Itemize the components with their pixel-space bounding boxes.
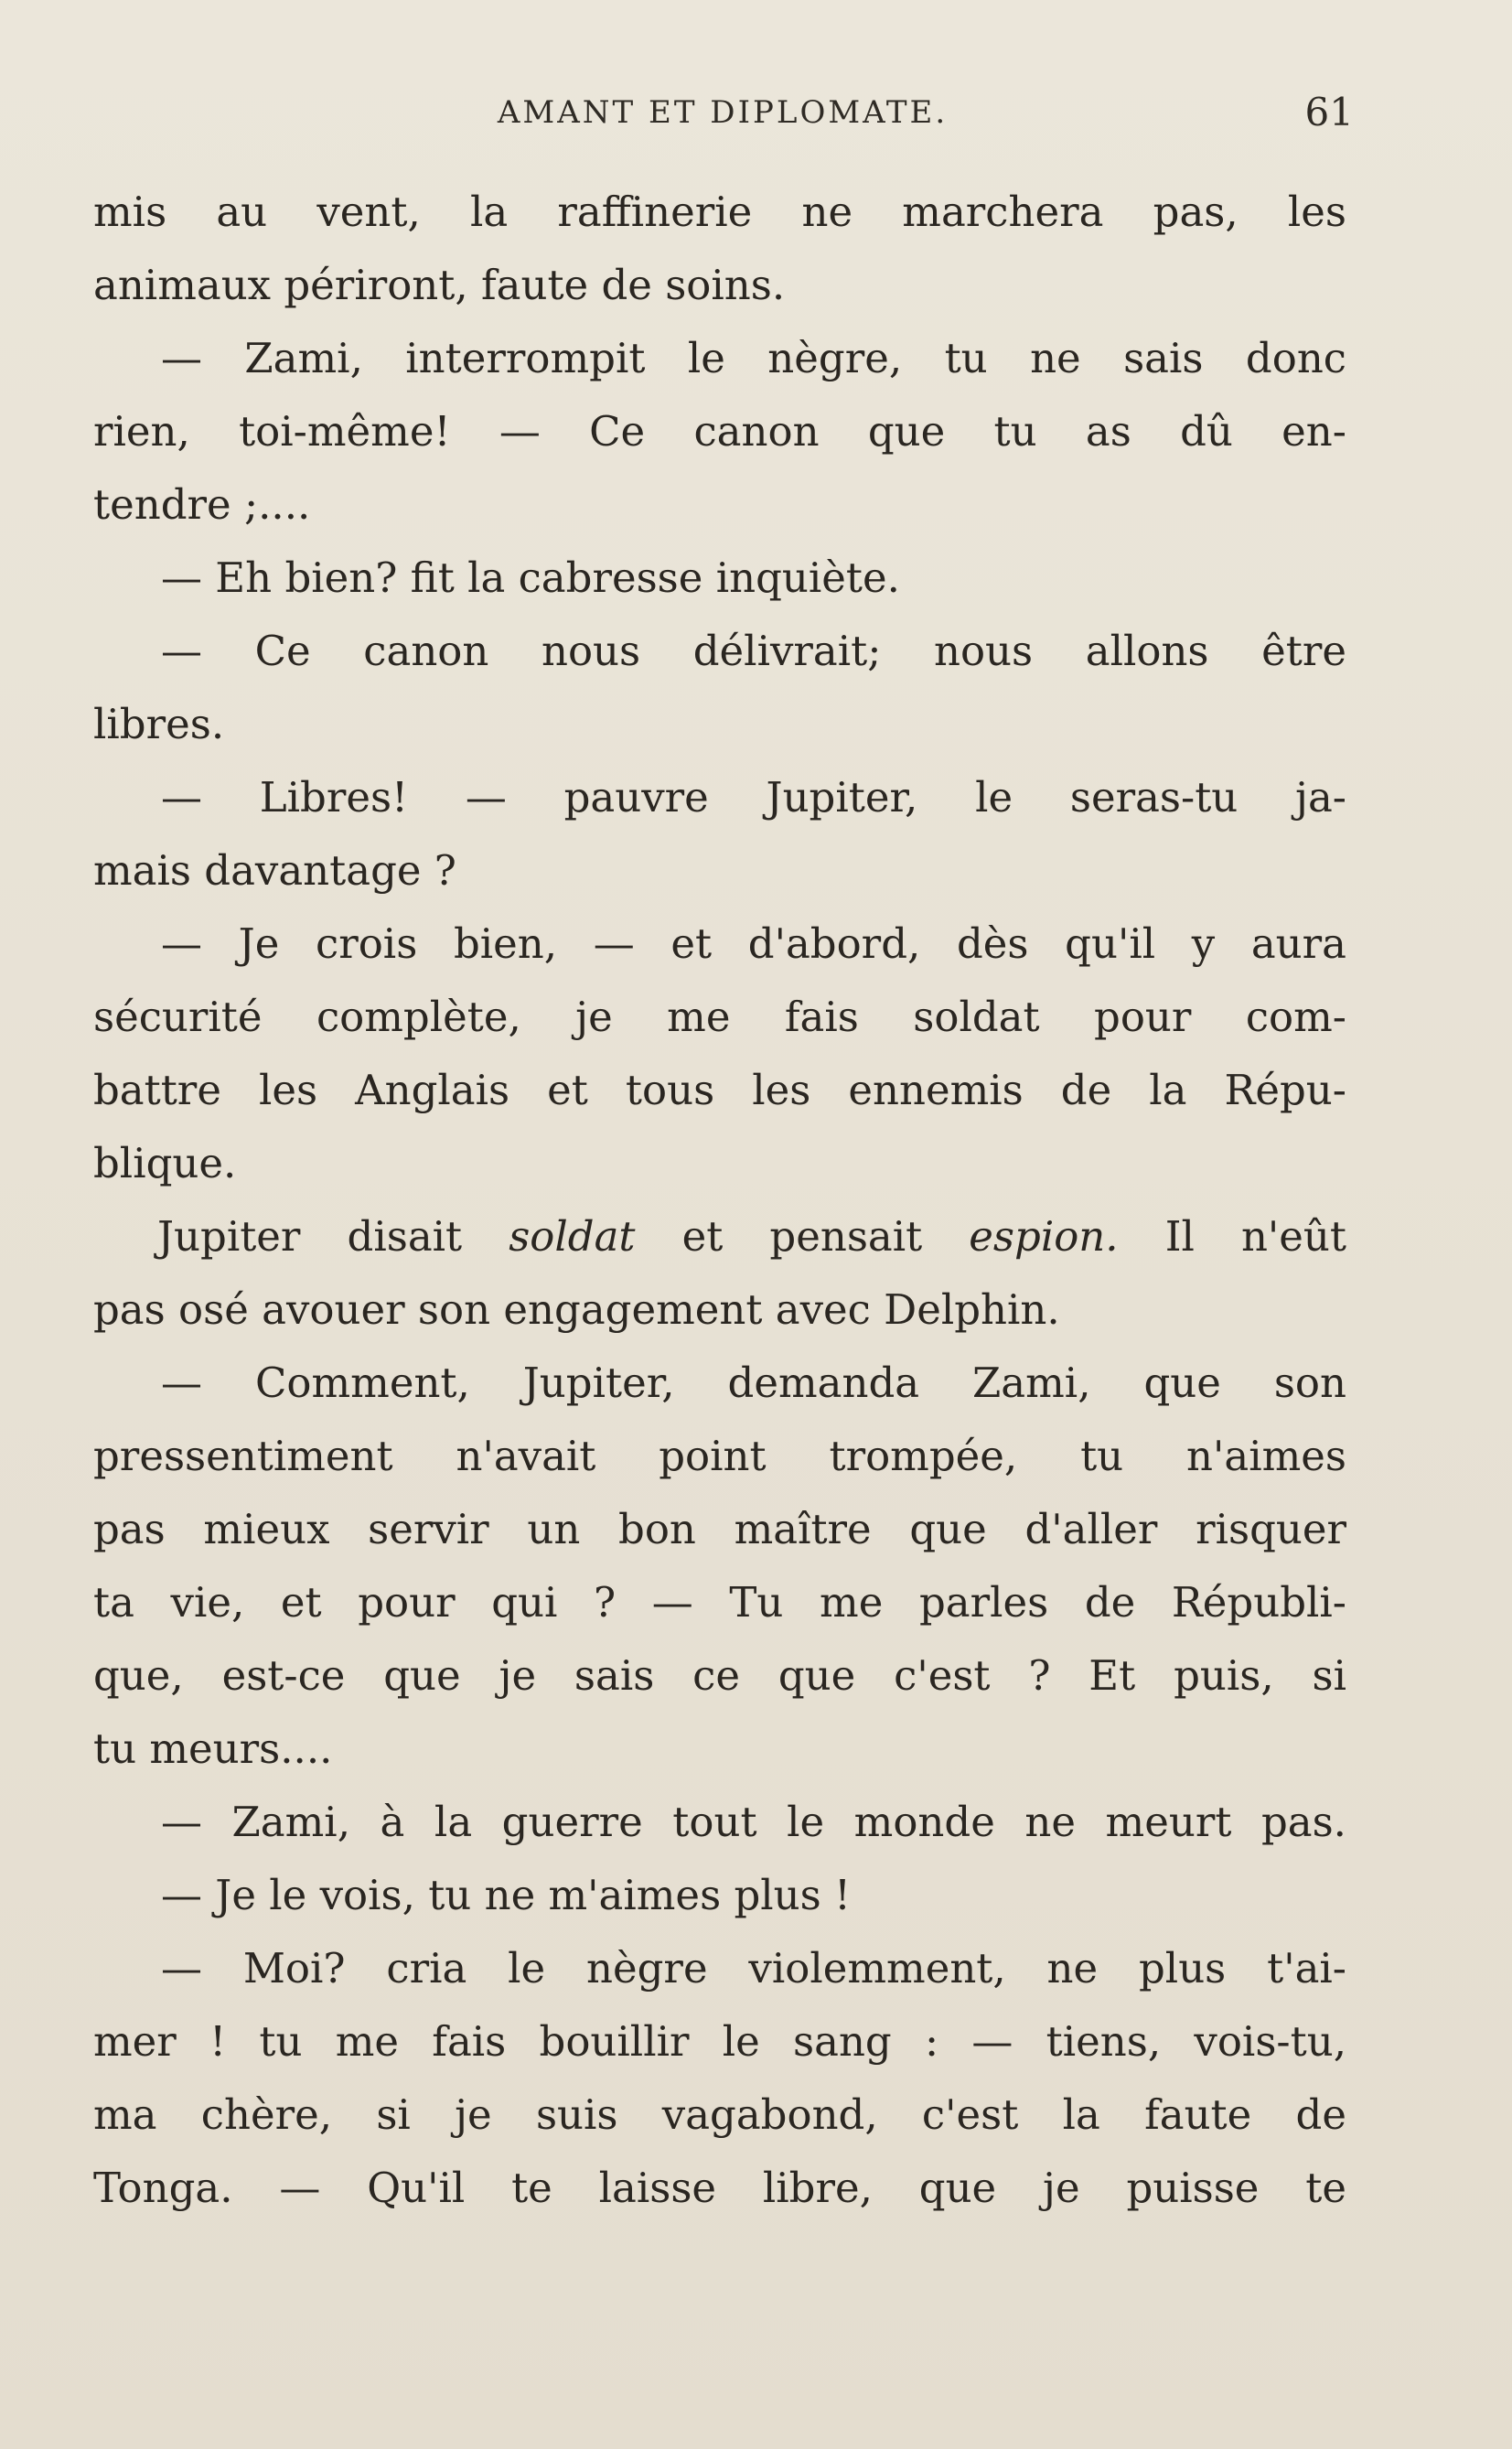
page-number: 61 bbox=[1304, 90, 1354, 134]
text-line: — Libres! — pauvre Jupiter, le seras-tu ja- bbox=[161, 773, 1346, 822]
text-line: ta vie, et pour qui ? — Tu me parles de Républi- bbox=[93, 1578, 1346, 1627]
italic-word: soldat bbox=[509, 1212, 636, 1261]
text-line: blique. bbox=[93, 1139, 237, 1187]
text-line: pas mieux servir un bon maître que d'aller risquer bbox=[93, 1505, 1346, 1553]
text-line: — Zami, interrompit le nègre, tu ne sais donc bbox=[161, 334, 1346, 382]
body-text bbox=[93, 176, 1346, 2225]
text-run: et pensait bbox=[635, 1212, 970, 1261]
text-line: — Ce canon nous délivrait; nous allons être bbox=[161, 627, 1346, 675]
text-run: Jupiter disait bbox=[157, 1212, 509, 1261]
text-line: mer ! tu me fais bouillir le sang : — tiens, vois-tu, bbox=[93, 2017, 1346, 2066]
text-line: pas osé avouer son engagement avec Delphin. bbox=[93, 1285, 1060, 1334]
text-line-with-italics bbox=[93, 1200, 1346, 1273]
text-line: — Je le vois, tu ne m'aimes plus ! bbox=[161, 1871, 852, 1919]
italic-word: espion. bbox=[969, 1212, 1119, 1261]
text-line: Tonga. — Qu'il te laisse libre, que je puisse te bbox=[93, 2164, 1346, 2212]
text-line: que, est-ce que je sais ce que c'est ? Et puis, si bbox=[93, 1651, 1346, 1700]
text-line: sécurité complète, je me fais soldat pour com- bbox=[93, 993, 1346, 1041]
text-line: rien, toi-même! — Ce canon que tu as dû en- bbox=[93, 407, 1346, 456]
text-run: Il n'eût bbox=[1118, 1212, 1346, 1261]
text-line: — Je crois bien, — et d'abord, dès qu'il y aura bbox=[161, 919, 1346, 968]
text-line: tendre ;.... bbox=[93, 480, 311, 529]
text-line: libres. bbox=[93, 700, 225, 748]
text-line: tu meurs.... bbox=[93, 1724, 333, 1773]
text-line: — Moi? cria le nègre violemment, ne plus t'ai- bbox=[161, 1944, 1346, 1992]
text-line: — Zami, à la guerre tout le monde ne meurt pas. bbox=[161, 1798, 1346, 1846]
running-title: AMANT ET DIPLOMATE. bbox=[497, 94, 949, 131]
text-line: mis au vent, la raffinerie ne marchera pas, les bbox=[93, 188, 1346, 236]
text-line: battre les Anglais et tous les ennemis de la Répu- bbox=[93, 1066, 1346, 1114]
text-line: animaux périront, faute de soins. bbox=[93, 261, 786, 309]
running-head bbox=[91, 88, 1354, 137]
text-line: — Comment, Jupiter, demanda Zami, que son bbox=[161, 1359, 1346, 1407]
text-line: — Eh bien? fit la cabresse inquiète. bbox=[161, 553, 900, 602]
text-line: ma chère, si je suis vagabond, c'est la faute de bbox=[93, 2090, 1346, 2139]
text-line: pressentiment n'avait point trompée, tu n'aimes bbox=[93, 1432, 1346, 1480]
text-line: mais davantage ? bbox=[93, 846, 456, 895]
